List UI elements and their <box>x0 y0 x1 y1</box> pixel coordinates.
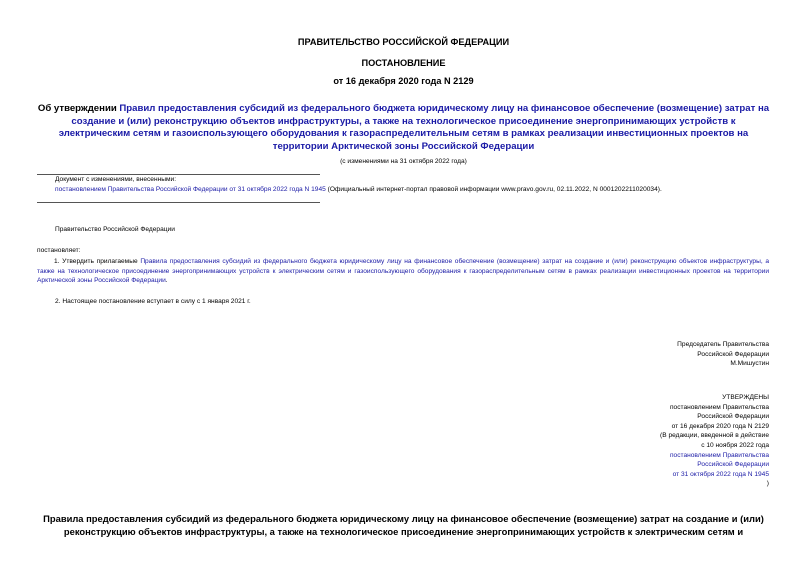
amendments-line <box>55 185 662 195</box>
header-doc-type: ПОСТАНОВЛЕНИЕ <box>361 58 446 68</box>
title-prefix: Об утверждении <box>37 103 120 114</box>
approved-block <box>660 393 769 489</box>
approved-link-2[interactable]: Российской Федерации <box>697 461 769 469</box>
changes-note: (с изменениями на 31 октября 2022 года) <box>340 158 467 165</box>
amendments-heading: Документ с изменениями, внесенными: <box>55 176 177 183</box>
signature-line-1: Председатель Правительства <box>677 341 769 348</box>
approved-heading: УТВЕРЖДЕНЫ <box>722 394 769 401</box>
approved-line-4: (В редакции, введенной в действие <box>660 432 769 440</box>
approved-line-2: Российской Федерации <box>697 413 769 421</box>
item-2: 2. Настоящее постановление вступает в силу с 1 января 2021 г. <box>55 298 251 305</box>
signature-block <box>677 340 769 369</box>
rules-title: Правила предоставления субсидий из федерального бюджета юридическому лицу на финансовое обеспечение (возмещение) затрат на создание и (или) реконструкцию объектов инфраструктуры, а также на технологическое присоединение энергопринимающих устройств к электрическим сетям и <box>43 513 764 537</box>
government-line: Правительство Российской Федерации <box>55 226 175 233</box>
item-1-link[interactable]: Правила предоставления субсидий из федерального бюджета юридическому лицу на финансовое обеспечение (возмещение) затрат на создание и (или) реконструкцию объектов инфраструктуры, а также на технологическое присоединение энергопринимающих устройств к электрическим сетям и газоиспользующего оборудования к газораспределительным сетям в рамках реализации инвестиционных проектов на территории Арктической зоны Российской Федерации <box>37 258 769 285</box>
divider-bottom <box>37 202 320 203</box>
title-link[interactable]: Правил предоставления субсидий из федерального бюджета юридическому лицу на финансовое обеспечение (возмещение) затрат на создание и (или) реконструкцию объектов инфраструктуры, а также на технологическое присоединение энергопринимающих устройств к электрическим сетям и газоиспользующего оборудования к газораспределительным сетям в рамках реализации инвестиционных проектов на территории Арктической зоны Российской Федерации <box>58 103 770 152</box>
approved-line-5: с 10 ноября 2022 года <box>701 441 769 449</box>
approved-line-1: постановлением Правительства <box>669 403 769 411</box>
item-1 <box>37 257 769 286</box>
signature-line-2: Российской Федерации <box>697 350 769 358</box>
header-date-number: от 16 декабря 2020 года N 2129 <box>333 76 474 86</box>
approved-line-3: от 16 декабря 2020 года N 2129 <box>671 422 769 430</box>
amendment-link[interactable]: постановлением Правительства Российской Федерации от 31 октября 2022 года N 1945 <box>55 186 326 193</box>
approved-link-1[interactable]: постановлением Правительства <box>669 451 769 459</box>
signature-line-3: М.Мишустин <box>730 360 769 368</box>
header-org: ПРАВИТЕЛЬСТВО РОССИЙСКОЙ ФЕДЕРАЦИИ <box>297 37 510 47</box>
document-title <box>36 103 771 153</box>
item-1-suffix: . <box>165 277 168 285</box>
approved-close: ) <box>766 480 769 488</box>
item-1-prefix: 1. Утвердить прилагаемые <box>54 258 141 265</box>
resolves-line: постановляет: <box>37 247 81 254</box>
amendment-source: (Официальный интернет-портал правовой информации www.pravo.gov.ru, 02.11.2022, N 0001202211020034). <box>325 186 662 193</box>
approved-link-3[interactable]: от 31 октября 2022 года N 1945 <box>672 470 769 478</box>
